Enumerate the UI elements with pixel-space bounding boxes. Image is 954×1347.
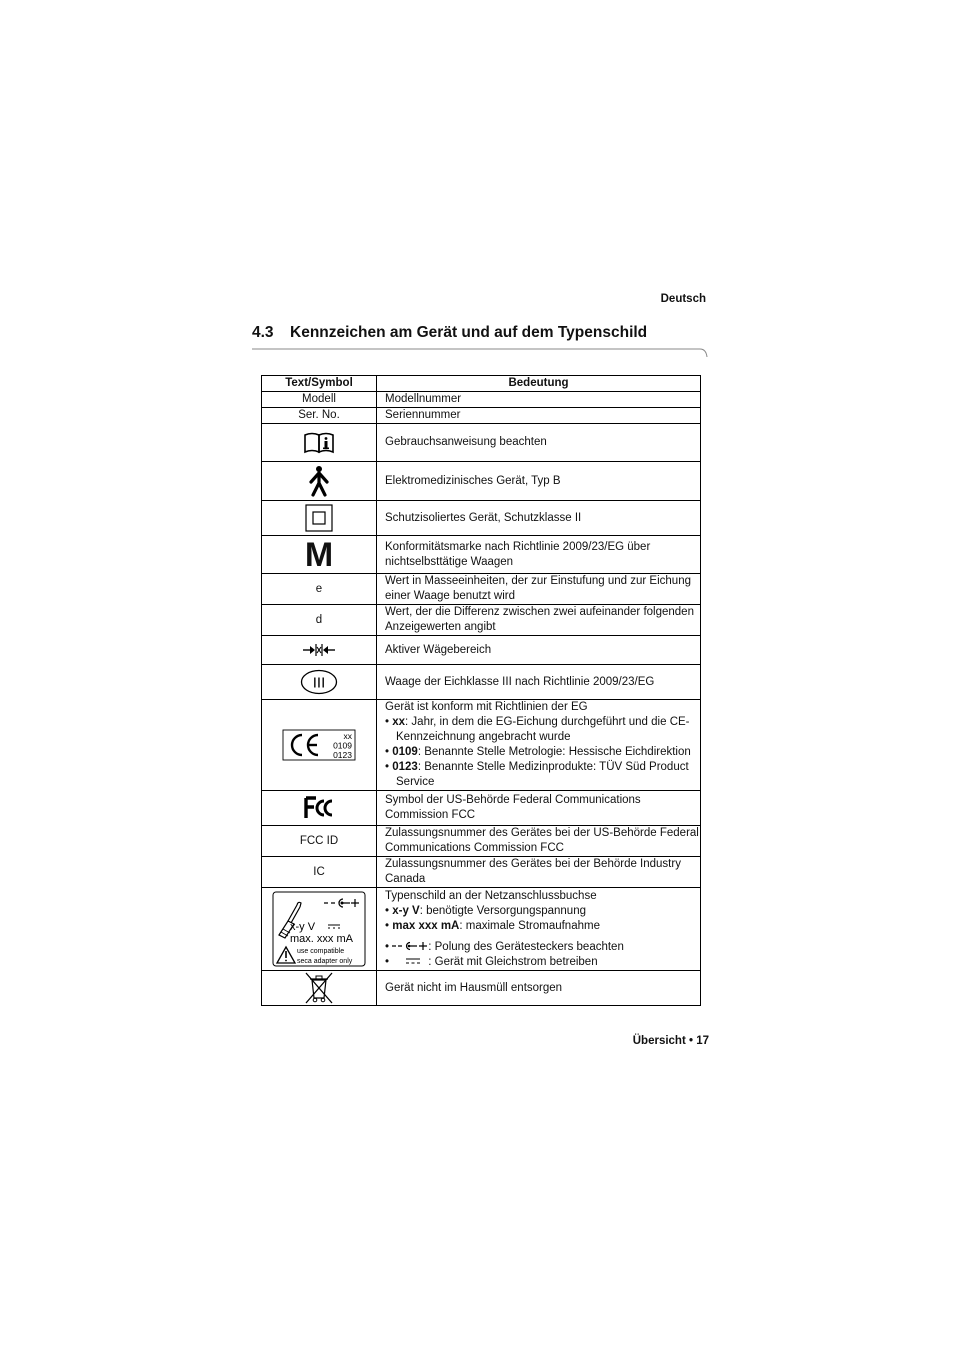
bullet-term: x-y V <box>392 904 420 917</box>
table-row <box>262 826 701 857</box>
symbol-cell: Ser. No. <box>262 408 377 424</box>
symbol-table <box>261 375 701 1006</box>
direct-current-icon <box>392 956 428 966</box>
table-row <box>262 665 701 700</box>
column-header-meaning: Bedeutung <box>377 376 701 392</box>
symbol-cell: IC <box>262 857 377 888</box>
section-title: Kennzeichen am Gerät und auf dem Typenschild <box>290 324 648 341</box>
ce-notified-body-metrology: 0109 <box>333 740 352 751</box>
power-socket-label-icon <box>272 891 366 967</box>
table-row <box>262 424 701 462</box>
label-voltage-text: x-y V <box>290 921 316 933</box>
table-row <box>262 857 701 888</box>
list-item: • 0123: Benannte Stelle Medizinprodukte: TÜV Süd Product Service <box>385 761 689 788</box>
section-heading <box>252 324 647 342</box>
meaning-cell: Konformitätsmarke nach Richtlinie 2009/23/EG über nichtselbsttätige Waagen <box>377 536 701 574</box>
symbol-cell: Modell <box>262 392 377 408</box>
bullet-text: : Benannte Stelle Medizinprodukte: TÜV Süd Product Service <box>396 761 689 788</box>
bullet-text: : maximale Stromaufnahme <box>459 919 600 932</box>
heading-rule <box>252 347 708 359</box>
meaning-cell: Wert in Masseeinheiten, der zur Einstufung und zur Eichung einer Waage benutzt wird <box>377 574 701 605</box>
meaning-cell: Zulassungsnummer des Gerätes bei der Behörde Industry Canada <box>377 857 701 888</box>
bullet-text: : Polung des Gerätesteckers beachten <box>428 940 624 953</box>
column-header-symbol: Text/Symbol <box>262 376 377 392</box>
section-number: 4.3 <box>252 324 274 341</box>
instruction-manual-icon <box>303 432 335 454</box>
table-row <box>262 574 701 605</box>
table-row <box>262 636 701 665</box>
symbol-cell: d <box>262 605 377 636</box>
symbol-cell: FCC ID <box>262 826 377 857</box>
meaning-cell: Waage der Eichklasse III nach Richtlinie 2009/23/EG <box>377 665 701 700</box>
list-item: • 0109: Benannte Stelle Metrologie: Hessische Eichdirektion <box>385 746 691 758</box>
meaning-cell: Schutzisoliertes Gerät, Schutzklasse II <box>377 501 701 536</box>
meaning-cell: Gerät nicht im Hausmüll entsorgen <box>377 971 701 1006</box>
meaning-cell: Typenschild an der Netzanschlussbuchse <box>385 889 597 902</box>
meaning-cell: Gebrauchsanweisung beachten <box>377 424 701 462</box>
ce-year-text: xx <box>343 731 352 741</box>
bullet-text: : benötigte Versorgungspannung <box>419 904 586 917</box>
list-item: • : Gerät mit Gleichstrom betreiben <box>385 955 598 968</box>
table-row <box>262 791 701 826</box>
bullet-term: 0109 <box>392 746 418 758</box>
meaning-cell: Zulassungsnummer des Gerätes bei der US-Behörde Federal Communications Commission FCC <box>377 826 701 857</box>
table-row <box>262 605 701 636</box>
bullet-term: xx <box>392 716 406 728</box>
accuracy-class-iii-icon <box>300 669 338 695</box>
type-b-person-icon <box>308 465 330 497</box>
page-footer: Übersicht • 17 <box>632 1035 709 1047</box>
table-header-row <box>262 376 701 392</box>
accuracy-class-text: III <box>312 674 326 692</box>
fcc-logo-icon <box>303 796 335 820</box>
weighing-range-icon <box>302 643 336 657</box>
table-row <box>262 700 701 791</box>
bullet-text: : Benannte Stelle Metrologie: Hessische Eichdirektion <box>417 746 691 758</box>
protection-class-ii-icon <box>305 504 333 532</box>
polarity-icon <box>392 941 428 951</box>
label-adapter-line2: seca adapter only <box>297 958 353 965</box>
list-item: • xx: Jahr, in dem die EG-Eichung durchgeführt und die CE-Kennzeichnung angebracht wurde <box>385 716 690 743</box>
bullet-text: : Jahr, in dem die EG-Eichung durchgeführt und die CE-Kennzeichnung angebracht wurde <box>396 716 690 743</box>
list-item: • x-y V: benötigte Versorgungspannung <box>385 904 586 917</box>
meaning-cell: Seriennummer <box>377 408 701 424</box>
bullet-text: : Gerät mit Gleichstrom betreiben <box>428 955 598 968</box>
meaning-cell: Elektromedizinisches Gerät, Typ B <box>377 462 701 501</box>
symbol-cell: e <box>262 574 377 605</box>
table-row <box>262 462 701 501</box>
meaning-cell: Symbol der US-Behörde Federal Communications Commission FCC <box>377 791 701 826</box>
language-label: Deutsch <box>660 293 706 305</box>
metrology-m-icon: M <box>304 535 334 574</box>
bullet-term: max xxx mA <box>392 919 460 932</box>
meaning-cell: Modellnummer <box>377 392 701 408</box>
weee-crossed-bin-icon <box>304 972 334 1004</box>
ce-mark-icon <box>282 729 356 761</box>
table-row <box>262 971 701 1006</box>
meaning-cell: Wert, der die Differenz zwischen zwei aufeinander folgenden Anzeigewerten angibt <box>377 605 701 636</box>
table-row <box>262 888 701 971</box>
ce-notified-body-medical: 0123 <box>333 750 352 760</box>
table-row <box>262 392 701 408</box>
list-item: • max xxx mA: maximale Stromaufnahme <box>385 919 600 932</box>
table-row <box>262 408 701 424</box>
meaning-cell: Aktiver Wägebereich <box>377 636 701 665</box>
table-row <box>262 501 701 536</box>
bullet-term: 0123 <box>392 761 418 773</box>
list-item: • : Polung des Gerätesteckers beachten <box>385 940 624 953</box>
meaning-cell: Gerät ist konform mit Richtlinien der EG <box>385 701 588 713</box>
label-adapter-line1: use compatible <box>297 948 345 955</box>
table-row <box>262 536 701 574</box>
label-current-text: max. xxx mA <box>290 933 353 945</box>
